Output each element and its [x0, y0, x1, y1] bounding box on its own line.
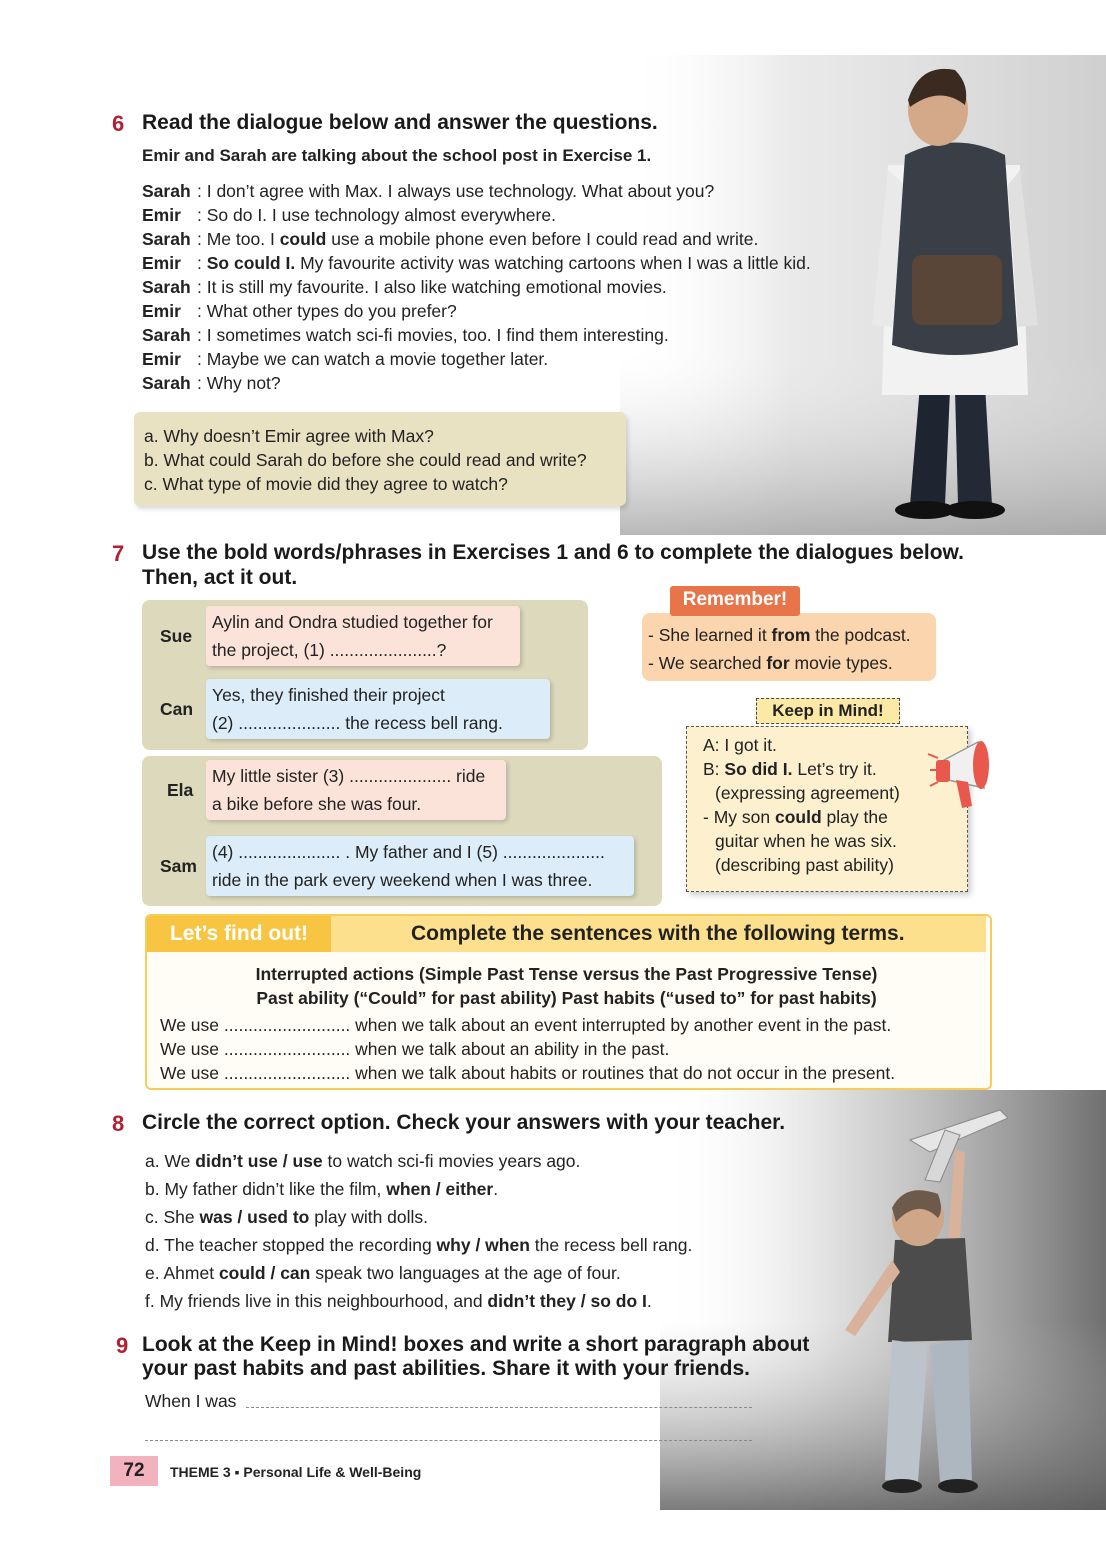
exercise-9-title-line2: your past habits and past abilities. Share it with your friends. — [142, 1357, 750, 1380]
find-out-sentence: We use .......................... when we talk about an ability in the past. — [160, 1039, 670, 1059]
option-item: b. My father didn’t like the film, when / either. — [145, 1179, 499, 1199]
question-item: c. What type of movie did they agree to watch? — [144, 474, 508, 494]
exercise-6-subtitle: Emir and Sarah are talking about the school post in Exercise 1. — [142, 146, 652, 165]
exercise-7-number: 7 — [112, 541, 125, 566]
megaphone-icon — [926, 730, 1010, 814]
speaker-sue: Sue — [160, 626, 193, 646]
find-out-sentence: We use .......................... when we talk about habits or routines that do not occur in the present. — [160, 1063, 896, 1083]
dialogue-line: Emir : What other types do you prefer? — [142, 301, 457, 321]
exercise-8-number: 8 — [112, 1111, 125, 1136]
ela-bubble: My little sister (3) ..................... ride a bike before she was four. — [206, 760, 506, 820]
terms: Interrupted actions (Simple Past Tense versus the Past Progressive Tense) Past ability (“Could” for past ability) Past habits (“used to” for past habits) — [255, 964, 878, 1008]
speaker-can: Can — [160, 699, 194, 719]
find-out-sentence: We use .......................... when we talk about an event interrupted by another event in the past. — [160, 1015, 892, 1035]
question-item: b. What could Sarah do before she could read and write? — [144, 450, 587, 470]
writing-starter: When I was — [145, 1391, 237, 1411]
find-out-sentences — [160, 1013, 895, 1085]
dialogue-line: Sarah : I sometimes watch sci-fi movies, too. I find them interesting. — [142, 325, 669, 345]
dialogue — [142, 179, 811, 395]
option-item: e. Ahmet could / can speak two languages at the age of four. — [145, 1263, 621, 1283]
remember-label: Remember! — [670, 586, 800, 616]
lets-find-out-header: Complete the sentences with the following terms. — [331, 916, 986, 952]
theme-label: THEME 3 ▪ Personal Life & Well-Being — [170, 1464, 422, 1480]
exercise-6-title: Read the dialogue below and answer the questions. — [142, 111, 658, 134]
dialogue-line: Sarah : Why not? — [142, 373, 281, 393]
exercise-9-title-line1: Look at the Keep in Mind! boxes and write a short paragraph about — [142, 1333, 810, 1356]
writing-line[interactable] — [145, 1440, 752, 1441]
dialogue-line: Emir : So could I. My favourite activity was watching cartoons when I was a little kid. — [142, 253, 811, 273]
option-item: d. The teacher stopped the recording why / when the recess bell rang. — [145, 1235, 693, 1255]
keep-in-mind-label: Keep in Mind! — [756, 698, 900, 724]
dialogue-line: Sarah : I don’t agree with Max. I always use technology. What about you? — [142, 181, 715, 201]
dialogue-line: Sarah : Me too. I could use a mobile phone even before I could read and write. — [142, 229, 759, 249]
keep-in-mind-box: A: I got it. B: So did I. Let’s try it. (expressing agreement) - My son could play the guitar when he was six. (describing past ability) — [686, 726, 968, 892]
exercise-9-number: 9 — [116, 1333, 129, 1358]
lets-find-out-label: Let’s find out! — [147, 916, 331, 952]
page-number: 72 — [123, 1460, 145, 1481]
exercise-7-title-line1: Use the bold words/phrases in Exercises 1 and 6 to complete the dialogues below. — [142, 541, 964, 564]
exercise-7-title-line2: Then, act it out. — [142, 566, 298, 589]
option-item: a. We didn’t use / use to watch sci-fi movies years ago. — [145, 1151, 581, 1171]
questions-box — [134, 412, 626, 506]
boy-with-plane-illustration — [660, 1090, 1106, 1510]
writing-line[interactable] — [246, 1407, 752, 1408]
sue-bubble: Aylin and Ondra studied together for the project, (1) ......................? — [206, 606, 520, 666]
dialogue-line: Sarah : It is still my favourite. I also like watching emotional movies. — [142, 277, 667, 297]
speaker-ela: Ela — [167, 780, 194, 800]
option-item: c. She was / used to play with dolls. — [145, 1207, 429, 1227]
speaker-sam: Sam — [160, 856, 197, 876]
exercise-8-items — [145, 1147, 692, 1315]
sam-bubble: (4) ..................... . My father and I (5) ..................... ride in the park every weekend when I was three. — [206, 836, 634, 896]
dialogue-line: Emir : So do I. I use technology almost everywhere. — [142, 205, 556, 225]
exercise-8-title: Circle the correct option. Check your answers with your teacher. — [142, 1111, 786, 1134]
option-item: f. My friends live in this neighbourhood, and didn’t they / so do I. — [145, 1291, 652, 1311]
can-bubble: Yes, they finished their project (2) ..................... the recess bell rang. — [206, 679, 550, 739]
exercise-6-number: 6 — [112, 111, 125, 136]
remember-box: - She learned it from the podcast. - We searched for movie types. — [642, 613, 936, 681]
page-number-badge — [110, 1456, 158, 1486]
question-item: a. Why doesn’t Emir agree with Max? — [144, 426, 434, 446]
dialogue-line: Emir : Maybe we can watch a movie together later. — [142, 349, 549, 369]
